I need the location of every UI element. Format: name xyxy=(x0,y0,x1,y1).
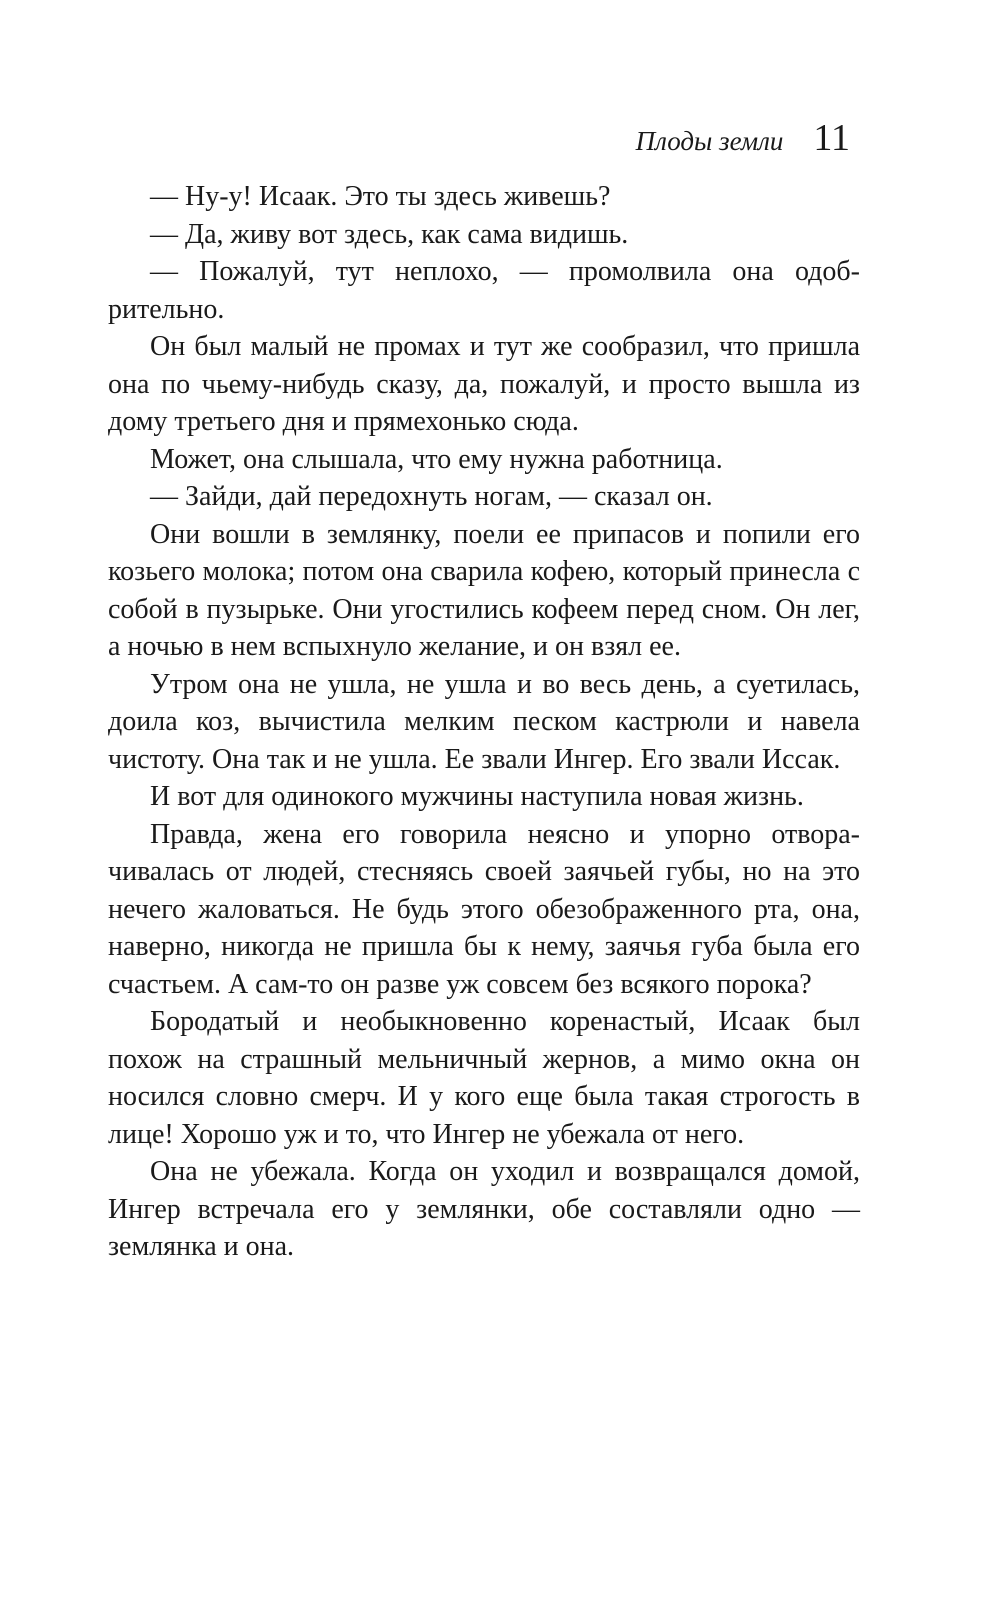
paragraph: Они вошли в землянку, поели ее припасов и попили его козьего молока; потом она сварила кофею, который принесла с собой в пузырьке. Они угостились кофеем перед сном. Он лег, а ночью в нем вспыхнуло желание, и он взял ее. xyxy=(108,518,860,662)
paragraph: Может, она слышала, что ему нужна работница. xyxy=(150,443,723,475)
paragraph: Она не убежала. Когда он уходил и возвращался домой, Ингер встречала его у землянки, обе составляли одно — землянка и она. xyxy=(108,1156,860,1262)
paragraph: Бородатый и необыкновенно коренастый, Исаак был похож на страшный мельничный жернов, а мимо окна он носился словно смерч. И у кого еще была такая строгость в лице! Хорошо уж и то, что Ингер не убежала от него. xyxy=(108,1006,860,1150)
header-title: Плоды земли xyxy=(635,126,784,156)
paragraph: — Зайди, дай передохнуть ногам, — сказал он. xyxy=(150,481,713,512)
page-number: 11 xyxy=(813,117,850,159)
paragraph: И вот для одинокого мужчины наступила новая жизнь. xyxy=(150,781,804,812)
paragraph: — Пожалуй, тут неплохо, — промолвила она одобрительно. xyxy=(108,256,860,325)
text-body xyxy=(108,178,860,1266)
paragraph: Утром она не ушла, не ушла и во весь день, а суетилась, доила коз, вычистила мелким песком кастрюли и навела чистоту. Она так и не ушла. Ее звали Ингер. Его звали Иссак. xyxy=(108,668,860,775)
paragraph: — Ну-у! Исаак. Это ты здесь живешь? xyxy=(150,181,611,212)
paragraph: Правда, жена его говорила неясно и упорно отворачивалась от людей, стесняясь своей заячьей губы, но на это нечего жаловаться. Не будь этого обезображенного рта, она, наверно, никогда не пришла бы к нему, заячья губа была его счастьем. А сам-то он разве уж совсем без всякого порока? xyxy=(108,818,860,1000)
paragraph: Он был малый не промах и тут же сообразил, что пришла она по чьему-нибудь сказу, да, пожалуй, и просто вышла из дому третьего дня и прямехонько сюда. xyxy=(108,331,860,437)
running-header xyxy=(636,116,850,160)
paragraph: — Да, живу вот здесь, как сама видишь. xyxy=(150,218,629,250)
